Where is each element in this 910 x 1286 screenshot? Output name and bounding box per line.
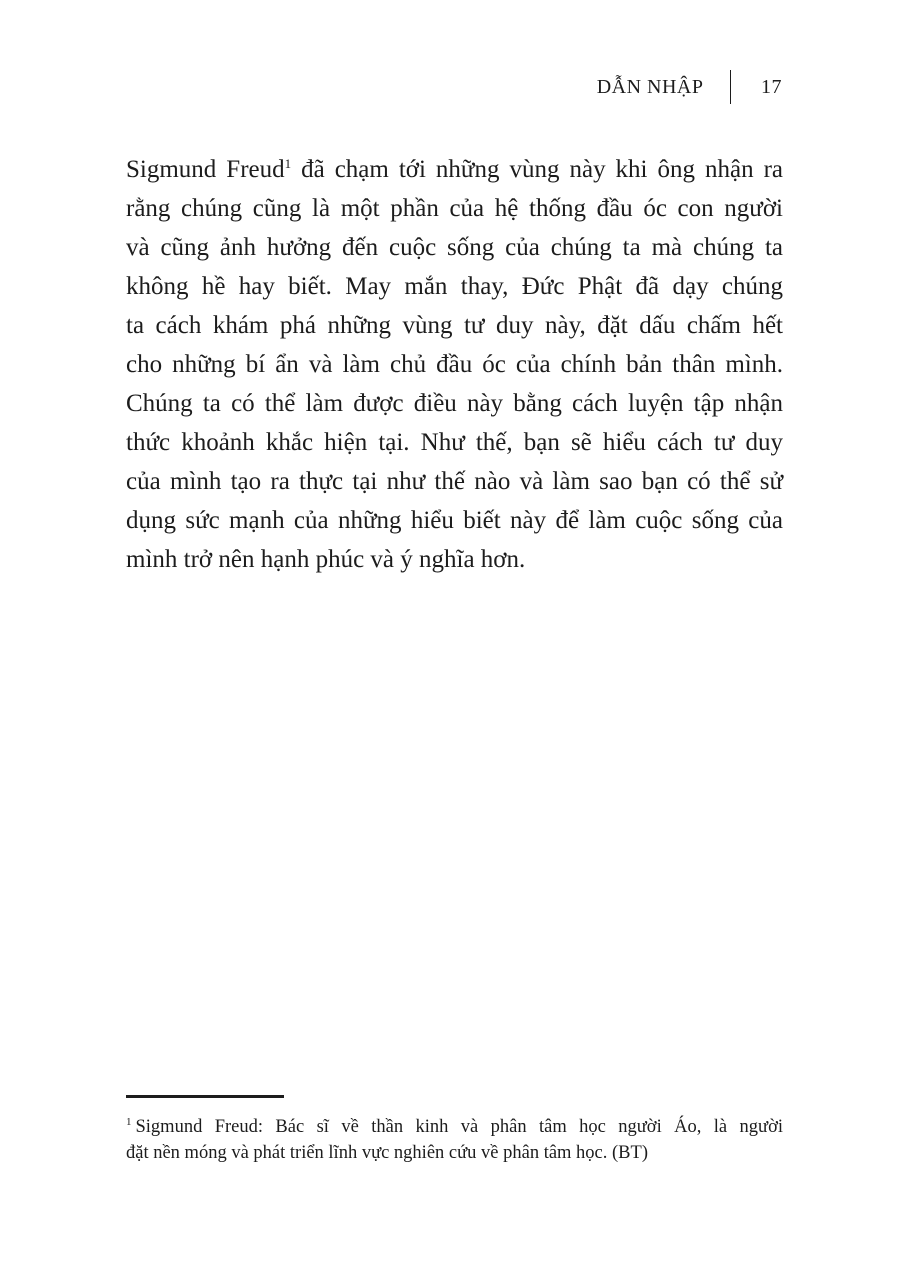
footnote-reference: 1 xyxy=(284,156,292,171)
header-divider xyxy=(730,70,732,104)
body-line-text: đã chạm tới những vùng này khi ông nhận ra xyxy=(291,156,783,183)
footnote-separator xyxy=(126,1095,284,1098)
body-line: và cũng ảnh hưởng đến cuộc sống của chúng ta mà chúng ta xyxy=(126,234,783,261)
chapter-title: DẪN NHẬP xyxy=(596,75,704,98)
body-line: mình trở nên hạnh phúc và ý nghĩa hơn. xyxy=(126,546,526,573)
page-number: 17 xyxy=(761,75,782,98)
footnote-line-text: Sigmund Freud: Bác sĩ về thần kinh và phân tâm học người Áo, là người xyxy=(135,1117,783,1137)
body-line: rằng chúng cũng là một phần của hệ thống đầu óc con người xyxy=(126,195,783,222)
body-line: không hề hay biết. May mắn thay, Đức Phật đã dạy chúng xyxy=(126,273,783,300)
body-line xyxy=(126,150,783,189)
body-line: ta cách khám phá những vùng tư duy này, đặt dấu chấm hết xyxy=(126,312,783,339)
body-line: Chúng ta có thể làm được điều này bằng cách luyện tập nhận xyxy=(126,390,783,417)
footnote-marker: 1 xyxy=(126,1116,132,1128)
body-line-text: Sigmund Freud xyxy=(126,156,285,183)
footnote-line: đặt nền móng và phát triển lĩnh vực nghiên cứu về phân tâm học. (BT) xyxy=(126,1143,648,1163)
body-line: dụng sức mạnh của những hiểu biết này để làm cuộc sống của xyxy=(126,507,783,534)
running-header xyxy=(597,70,782,104)
footnote-line xyxy=(126,1114,783,1140)
body-line: của mình tạo ra thực tại như thế nào và làm sao bạn có thể sử xyxy=(126,468,783,495)
body-line: thức khoảnh khắc hiện tại. Như thế, bạn sẽ hiểu cách tư duy xyxy=(126,429,783,456)
body-line: cho những bí ẩn và làm chủ đầu óc của chính bản thân mình. xyxy=(126,351,783,378)
footnote xyxy=(126,1114,783,1166)
body-paragraph xyxy=(126,150,783,579)
